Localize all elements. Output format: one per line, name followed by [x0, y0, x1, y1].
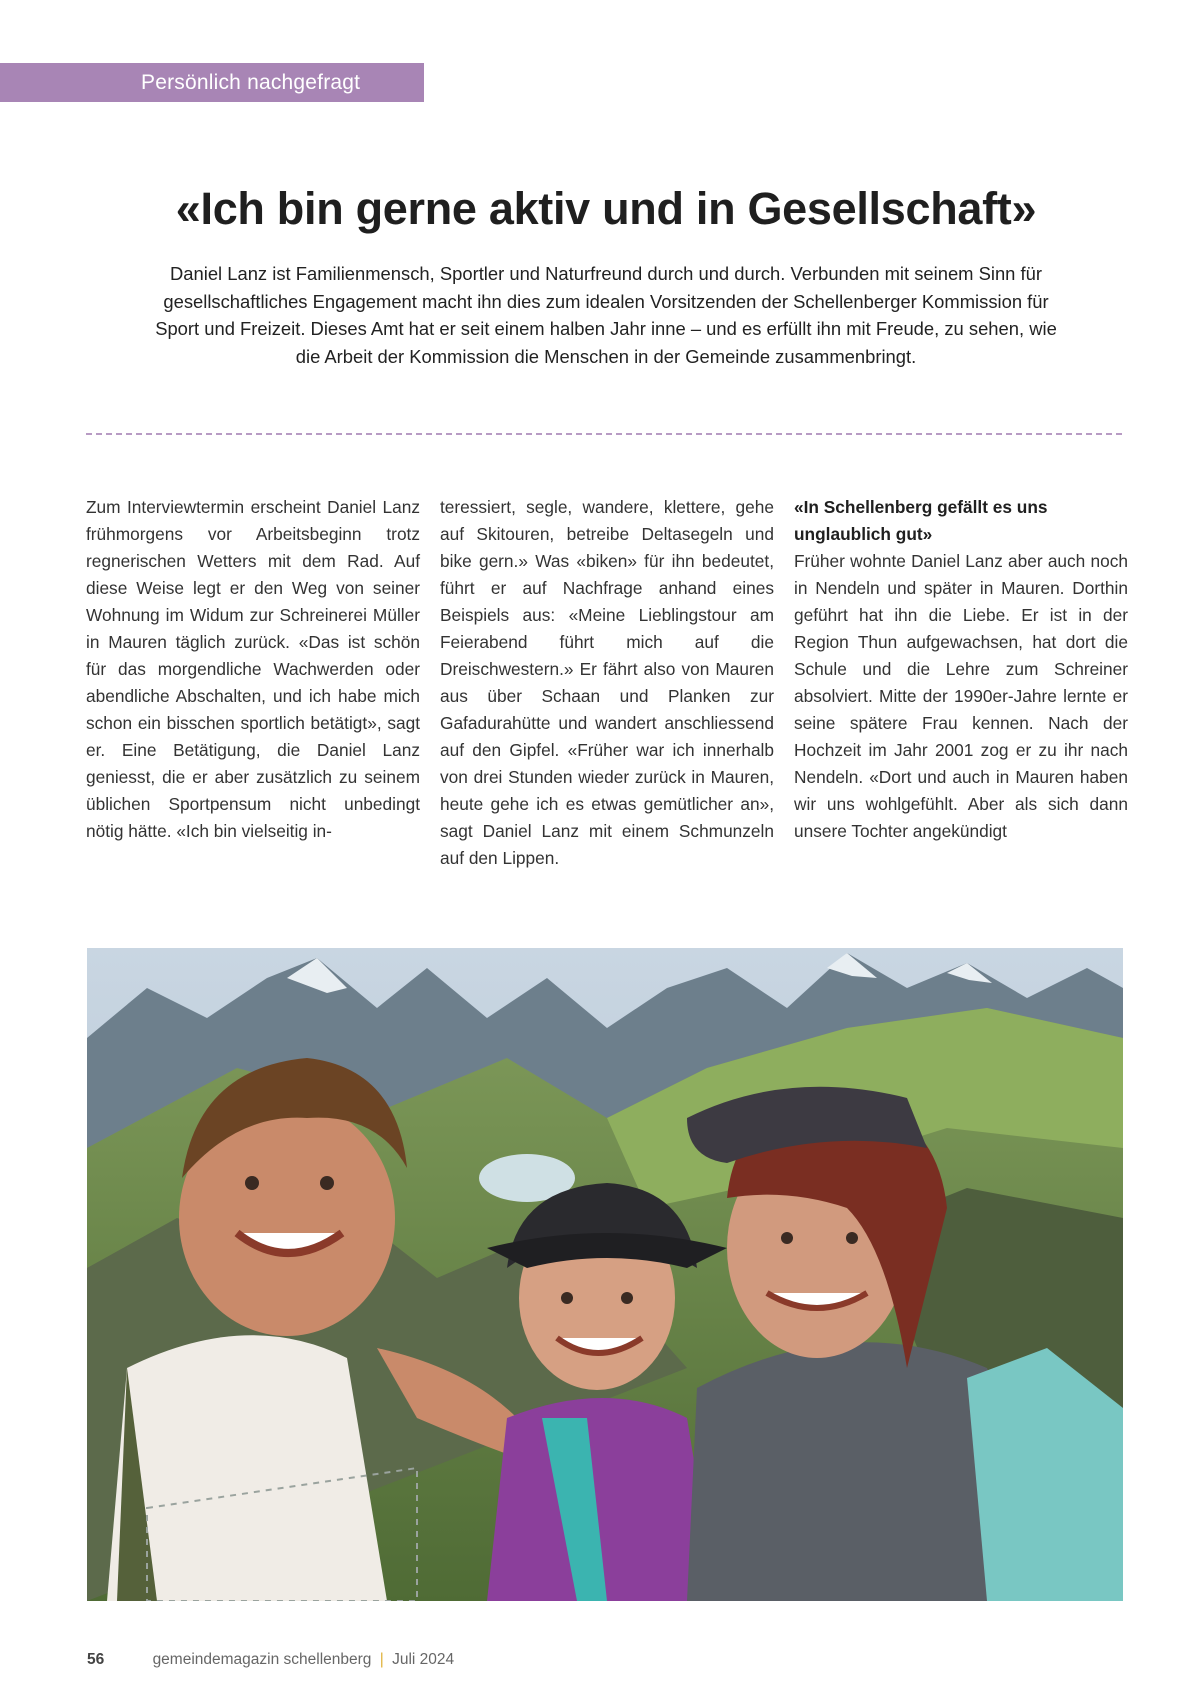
page-number: 56: [87, 1651, 105, 1668]
column-3-subheading: «In Schellenberg gefällt es uns unglaublich gut»: [794, 497, 1048, 544]
article-title: «Ich bin gerne aktiv und in Gesellschaft»: [175, 183, 1037, 234]
article-column-3: [794, 494, 1128, 845]
column-2-text: teressiert, segle, wandere, klettere, gehe auf Skitouren, betreibe Deltasegeln und bike gern.» Was «biken» für ihn bedeutet, führt er auf Nachfrage anhand eines Beispiels aus: «Meine Lieblingstour am Feierabend führt mich auf die Dreischwestern.» Er fährt also von Mauren aus über Schaan und Planken zur Gafadurahütte und wandert anschliessend auf den Gipfel. «Früher war ich innerhalb von drei Stunden wieder zurück in Mauren, heute gehe ich es etwas gemütlicher an», sagt Daniel Lanz mit einem Schmunzeln auf den Lippen.: [440, 497, 774, 868]
article-column-1: [86, 494, 420, 845]
photo-illustration: [87, 948, 1123, 1601]
column-1-text: Zum Interviewtermin erscheint Daniel Lanz frühmorgens vor Arbeitsbeginn trotz regnerischen Wetters mit dem Rad. Auf diese Weise legt er den Weg von seiner Wohnung im Widum zur Schreinerei Müller in Mauren täglich zurück. «Das ist schön für das morgendliche Wachwerden oder abendliche Abschalten, und ich habe mich schon ein bisschen sportlich betätigt», sagt er. Eine Betätigung, die Daniel Lanz geniesst, die er aber zusätzlich zu seinem üblichen Sportpensum nicht unbedingt nötig hätte. «Ich bin vielseitig in-: [86, 497, 420, 841]
issue-date: Juli 2024: [392, 1651, 455, 1668]
section-tag: Persönlich nachgefragt: [0, 63, 424, 102]
dashed-divider: [86, 433, 1122, 435]
article-lead: Daniel Lanz ist Familienmensch, Sportler und Naturfreund durch und durch. Verbunden mit seinem Sinn für gesellschaftliches Engagement macht ihn dies zum idealen Vorsitzenden der Schellenberger Kommission für Sport und Freizeit. Dieses Amt hat er seit einem halben Jahr inne – und es erfüllt ihn mit Freude, zu sehen, wie die Arbeit der Kommission die Menschen in der Gemeinde zusammenbringt.: [155, 263, 1057, 367]
article-column-2: [440, 494, 774, 872]
page-footer: [87, 1651, 454, 1669]
column-3-text: Früher wohnte Daniel Lanz aber auch noch in Nendeln und später in Mauren. Dorthin geführt hat ihn die Liebe. Er ist in der Region Thun aufgewachsen, hat dort die Schule und die Lehre zum Schreiner absolviert. Mitte der 1990er-Jahre lernte er seine spätere Frau kennen. Nach der Hochzeit im Jahr 2001 zog er zu ihr nach Nendeln. «Dort und auch in Mauren haben wir uns wohlgefühlt. Aber als sich dann unsere Tochter angekündigt: [794, 551, 1128, 841]
publication-name: gemeindemagazin schellenberg: [152, 1651, 372, 1668]
family-mountain-photo: [87, 948, 1123, 1601]
footer-separator: |: [379, 1651, 384, 1668]
